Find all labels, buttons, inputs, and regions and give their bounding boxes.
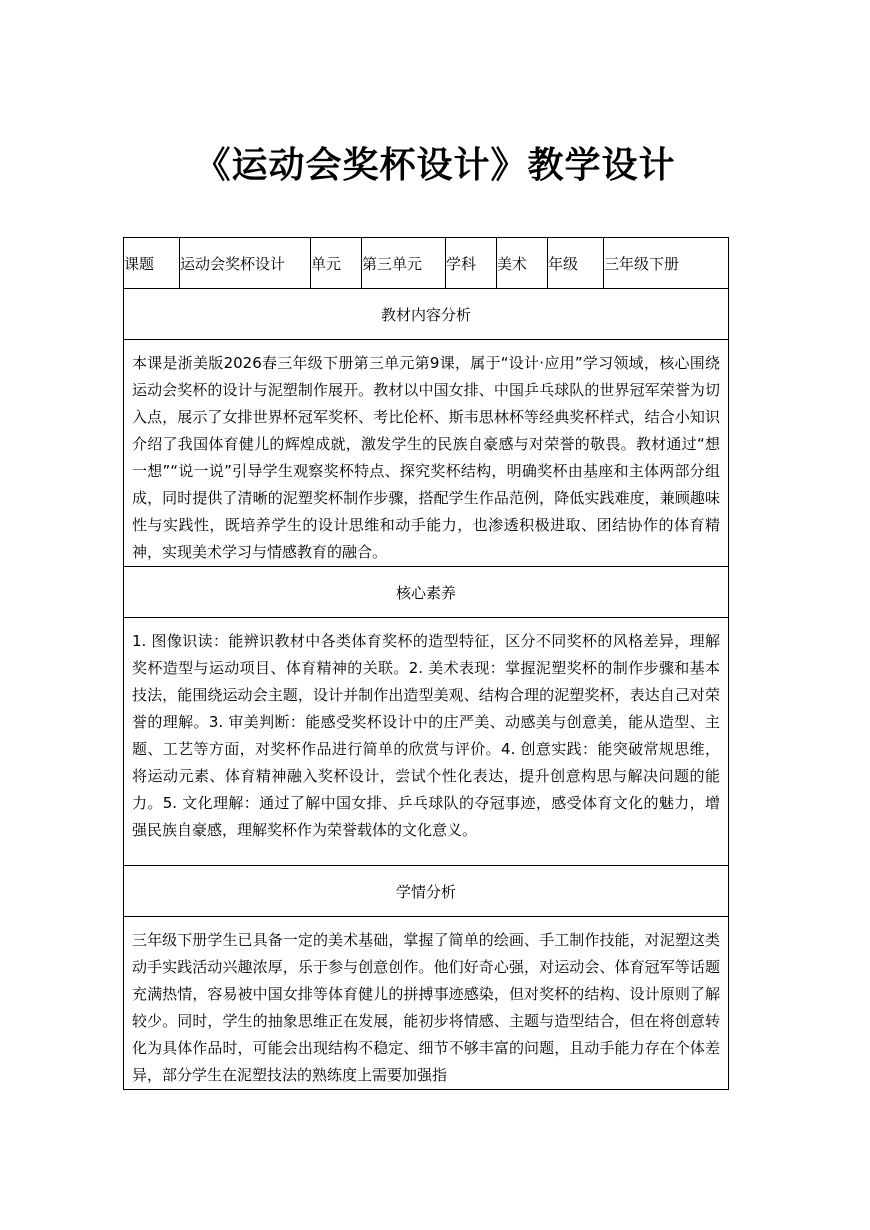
unit-label: 单元 [311,238,362,289]
learner-text: 三年级下册学生已具备一定的美术基础，掌握了简单的绘画、手工制作技能，对泥塑这类动手实践活动兴趣浓厚，乐于参与创意创作。他们好奇心强，对运动会、体育冠军等话题充满热情，容易被中国女排等体育健儿的拼搏事迹感染，但对奖杯的结构、设计原则了解较少。同时，学生的抽象思维正在发展，能初步将情感、主题与造型结合，但在将创意转化为具体作品时，可能会出现结构不稳定、细节不够丰富的问题，且动手能力存在个体差异，部分学生在泥塑技法的熟练度上需要加强指 [132,931,720,1084]
literacy-text: 1. 图像识读：能辨识教材中各类体育奖杯的造型特征，区分不同奖杯的风格差异，理解奖杯造型与运动项目、体育精神的关联。2. 美术表现：掌握泥塑奖杯的制作步骤和基本技法，能围绕运动会主题，设计并制作出造型美观、结构合理的泥塑奖杯，表达自己对荣誉的理解。3. 审美判断：能感受奖杯设计中的庄严美、动感美与创意美，能从造型、主题、工艺等方面，对奖杯作品进行简单的欣赏与评价。4. 创意实践：能突破常规思维，将运动元素、体育精神融入奖杯设计，尝试个性化表达，提升创意构思与解决问题的能力。5. 文化理解：通过了解中国女排、乒乓球队的夺冠事迹，感受体育文化的魅力，增强民族自豪感，理解奖杯作为荣誉载体的文化意义。 [124,618,729,866]
literacy-body-row [124,618,729,866]
topic-label: 课题 [124,238,180,289]
unit-value: 第三单元 [362,238,446,289]
learner-heading: 学情分析 [124,866,729,917]
meta-row [124,238,729,289]
material-body-row [124,340,729,567]
grade-label: 年级 [548,238,604,289]
topic-value: 运动会奖杯设计 [180,238,311,289]
learner-cell [124,917,729,1090]
literacy-heading-row [124,567,729,618]
material-heading-row [124,289,729,340]
subject-label: 学科 [446,238,497,289]
learner-body-row [124,917,729,1090]
document-title: 《运动会奖杯设计》教学设计 [194,145,676,186]
subject-value: 美术 [497,238,548,289]
learner-heading-row [124,866,729,917]
grade-value: 三年级下册 [604,238,729,289]
material-heading: 教材内容分析 [124,289,729,340]
lesson-plan-table [123,237,729,1090]
literacy-heading: 核心素养 [124,567,729,618]
material-text: 本课是浙美版2026春三年级下册第三单元第9课，属于“设计·应用”学习领域，核心围绕运动会奖杯的设计与泥塑制作展开。教材以中国女排、中国乒乓球队的世界冠军荣誉为切入点，展示了女排世界杯冠军奖杯、考比伦杯、斯韦思林杯等经典奖杯样式，结合小知识介绍了我国体育健儿的辉煌成就，激发学生的民族自豪感与对荣誉的敬畏。教材通过“想一想”“说一说”引导学生观察奖杯特点、探究奖杯结构，明确奖杯由基座和主体两部分组成，同时提供了清晰的泥塑奖杯制作步骤，搭配学生作品范例，降低实践难度，兼顾趣味性与实践性，既培养学生的设计思维和动手能力，也渗透积极进取、团结协作的体育精神，实现美术学习与情感教育的融合。 [124,340,729,567]
